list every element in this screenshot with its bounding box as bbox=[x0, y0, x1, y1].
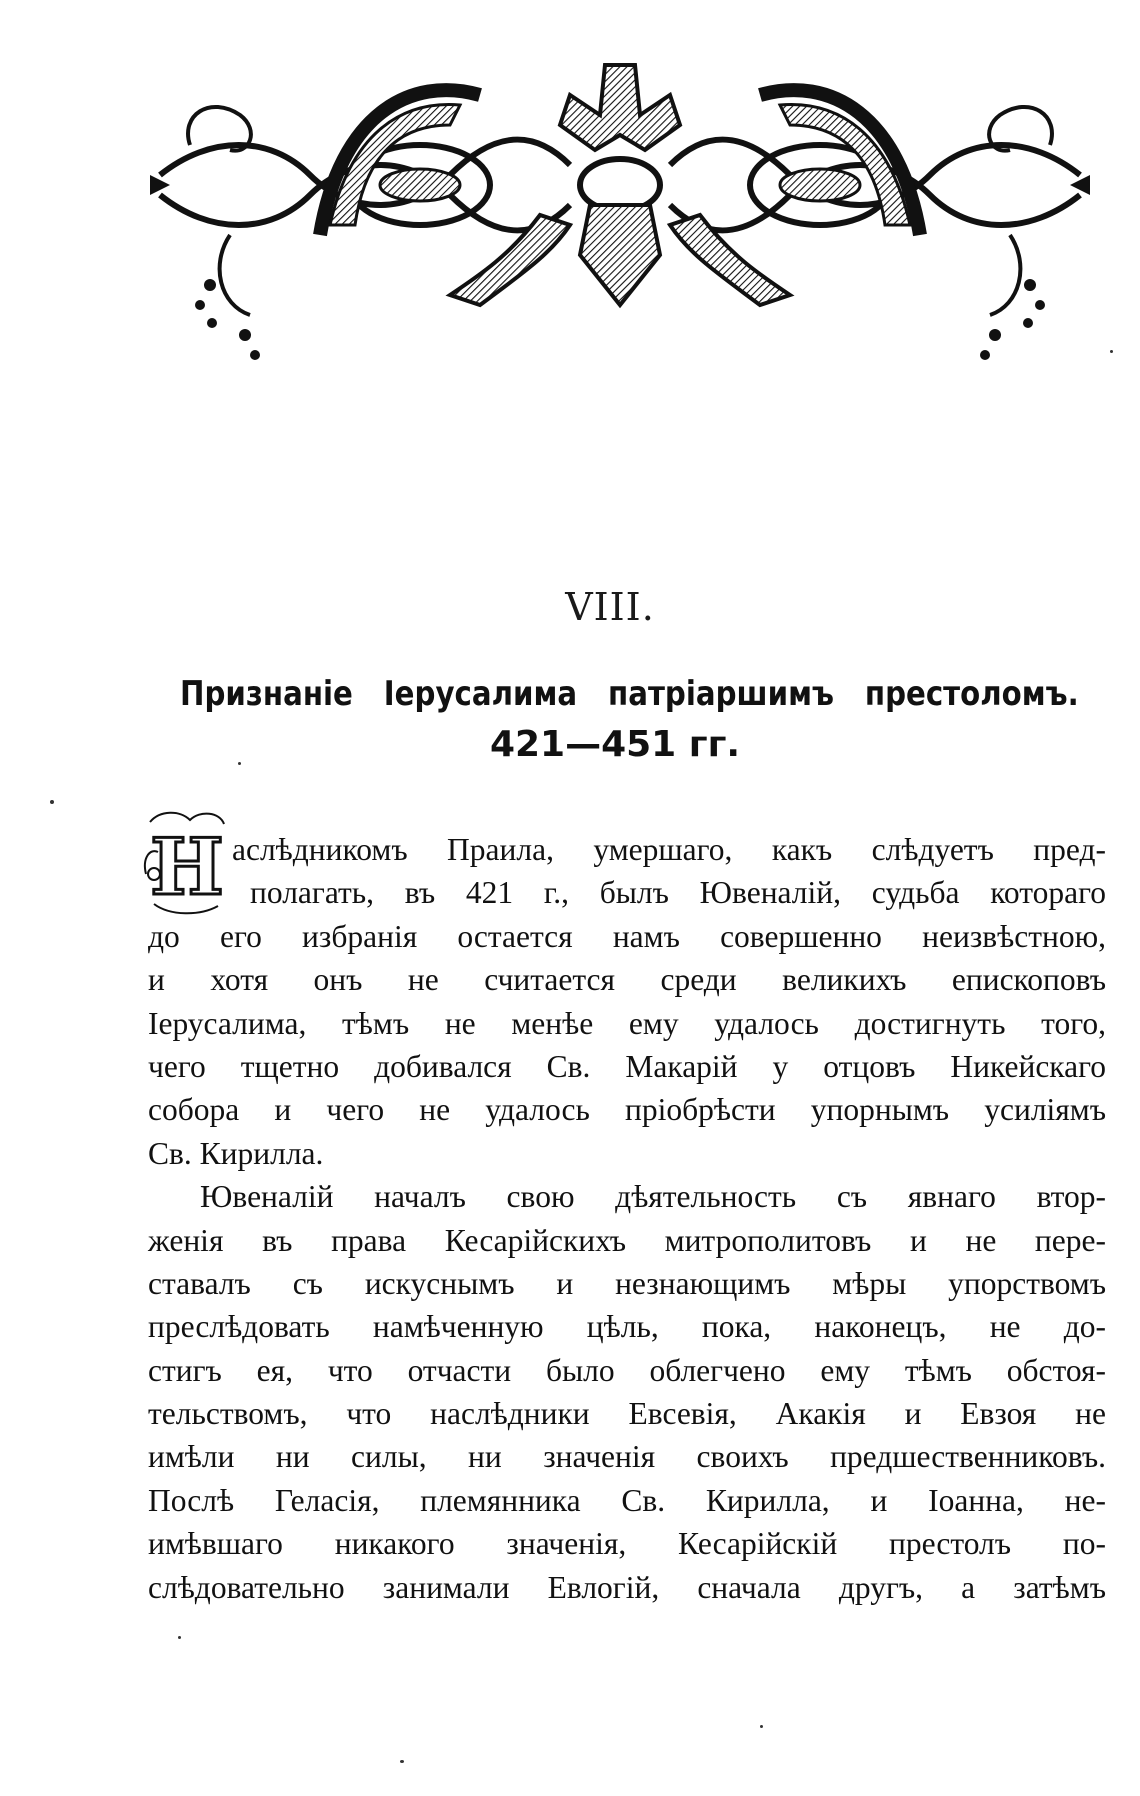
dropcap-letter: Н bbox=[150, 822, 224, 913]
chapter-title: Признаніе Іерусалима патріаршимъ престоломъ. bbox=[180, 674, 1079, 714]
paragraph1-line-3: до его избранія остается намъ совершенно неизвѣстною, bbox=[148, 918, 1106, 954]
ornamental-headpiece bbox=[150, 55, 1090, 375]
paragraph2-line-4: преслѣдовать намѣченную цѣль, пока, наконецъ, не до- bbox=[148, 1309, 1106, 1345]
chapter-years: 421—451 гг. bbox=[489, 724, 741, 765]
paragraph2-line-3: ставалъ съ искуснымъ и незнающимъ мѣры упорствомъ bbox=[148, 1265, 1106, 1301]
paragraph1-line-5: Іерусалима, тѣмъ не менѣе ему удалось достигнуть того, bbox=[148, 1005, 1106, 1041]
paragraph2-line-5: стигъ ея, что отчасти было облегчено ему тѣмъ обстоя- bbox=[148, 1352, 1106, 1388]
chapter-number: VIII. bbox=[565, 585, 655, 629]
paragraph2-line-2: женія въ права Кесарійскихъ митрополитовъ и не пере- bbox=[148, 1222, 1106, 1258]
paragraph2-line-1: Ювеналій началъ свою дѣятельность съ явнаго втор- bbox=[200, 1179, 1106, 1215]
paragraph2-line-10: слѣдовательно занимали Евлогій, сначала другъ, а затѣмъ bbox=[148, 1569, 1106, 1605]
paragraph1-line-8: Св. Кирилла. bbox=[148, 1135, 324, 1171]
paragraph1-line-7: собора и чего не удалось пріобрѣсти упорнымъ усиліямъ bbox=[148, 1092, 1106, 1128]
body-text bbox=[148, 828, 1106, 1609]
paragraph2-line-9: имѣвшаго никакого значенія, Кесарійскій престолъ по- bbox=[148, 1526, 1106, 1562]
paragraph2-line-7: имѣли ни силы, ни значенія своихъ предшественниковъ. bbox=[148, 1439, 1106, 1475]
paragraph1-line-2: полагать, въ 421 г., былъ Ювеналій, судьба котораго bbox=[250, 875, 1106, 911]
paragraph1-line-4: и хотя онъ не считается среди великихъ епископовъ bbox=[148, 962, 1106, 998]
paragraph2-line-8: Послѣ Геласія, племянника Св. Кирилла, и Іоанна, не- bbox=[148, 1482, 1106, 1518]
paragraph2-line-6: тельствомъ, что наслѣдники Евсевія, Акакія и Евзоя не bbox=[148, 1396, 1106, 1432]
paragraph1-line-6: чего тщетно добивался Св. Макарій у отцовъ Никейскаго bbox=[148, 1048, 1106, 1084]
paragraph1-line-1: аслѣдникомъ Праила, умершаго, какъ слѣдуетъ пред- bbox=[232, 832, 1106, 867]
